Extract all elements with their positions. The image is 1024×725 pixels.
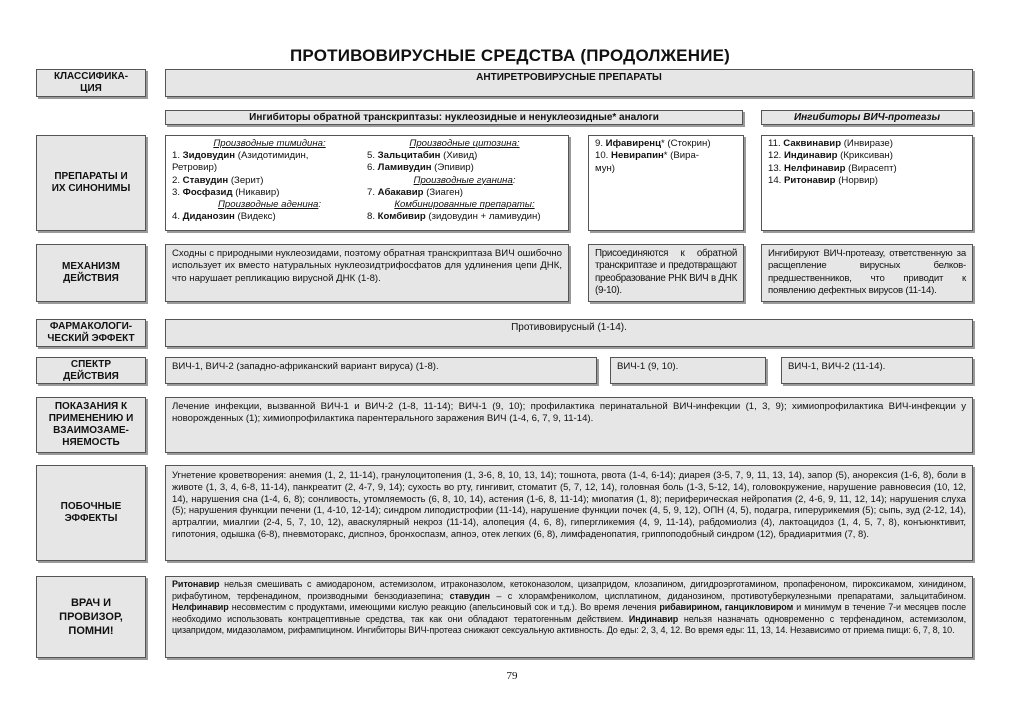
indications-text: Лечение инфекции, вызванной ВИЧ-1 и ВИЧ-2 (1-8, 11-14); ВИЧ-1 (9, 10); профилактика перинатальной ВИЧ-инфекции (1, 3, 9); химиопрофилактика ВИЧ-инфекции у новорожденных (1); химиопрофилактика парентерального заражения ВИЧ (1-4, 6, 7, 9, 11-14). [172,401,966,425]
spectrum-protease-box [781,357,973,384]
drug-efavirenz: 9. Ифавиренц* (Стокрин) [595,138,711,149]
side-effects-box [165,465,973,561]
spectrum-nrti-text: ВИЧ-1, ВИЧ-2 (западно-африканский вариант вируса) (1-8). [172,361,439,372]
pharm-effect-text: Противовирусный (1-14). [511,322,627,333]
side-effects-text: Угнетение кроветворения: анемия (1, 2, 11-14), гранулоцитопения (1, 3-6, 8, 10, 13, 14); тошнота, рвота (1-4, 6-14); диарея (3-5, 7, 9, 11, 13, 14), запор (5), анорексия (1-6, 8), боли в животе (1, 3, 4, 6-8, 11-14), панкреатит (2, 4-7, 9, 14); сухость во рту, гингивит, стоматит (5, 7, 12, 14), головная боль (1-3, 5-12, 14), головокружение, нарушение равновесия (10, 12, 14), нарушения сна (1-4, 6, 8); сонливость, утомляемость (6, 8, 10, 14), астения (1-6, 8, 11-14); миопатия (1, 8); периферическая нейропатия (2, 4-6, 9, 11, 12, 14); нарушения слуха (5); нарушения функции печени (1, 4-10, 12-14); синдром липодистрофии (11-14), нарушение функции почек (4, 5, 9, 12), ОПН (4, 5), подагра, гиперурикемия (5); сыпь, зуд (2-12, 14), артралгии, миалгии (2-4, 5, 7, 10, 12), аваскулярный некроз (11-14), алопеция (4, 6, 8), гипергликемия (4, 9, 11-14), рабдомиолиз (4), лактоацидоз (1, 4, 5, 7, 8), конъюнктивит, гипотония, одышка (6-8), пневмоторакс, диспноэ, бронхоспазм, апноэ, отек легких (6, 8), лимфаденопатия, гриппоподобный синдром (12), брадиаритмия (7, 8). [172,469,966,539]
header-combined: Комбинированные препараты: [394,199,535,211]
label-mechanism: МЕХАНИЗМ ДЕЙСТВИЯ [36,244,146,302]
mechanism-nnrti-text: Присоединяются к обратной транскриптазе и предотвращают преобразование РНК ВИЧ в ДНК (9-10). [595,248,737,296]
spectrum-nnrti-text: ВИЧ-1 (9, 10). [617,361,679,372]
label-indications: ПОКАЗАНИЯ К ПРИМЕНЕНИЮ И ВЗАИМОЗАМЕ- НЯЕМОСТЬ [36,397,146,453]
drug-nelfinavir: 13. Нелфинавир (Вирасепт) [768,162,897,174]
mechanism-protease-box [761,244,973,302]
doctor-reminder-box [165,576,973,658]
drug-indinavir: 12. Индинавир (Криксиван) [768,150,893,162]
spectrum-nrti-box [165,357,597,384]
drug-abacavir: 7. Абакавир (Зиаген) [367,186,463,198]
drug-phosphazide: 3. Фосфазид (Никавир) [172,186,280,198]
drug-zidovudine: 1. Зидовудин (Азидотимидин, [172,150,309,162]
subheader-protease-inhibitors: Ингибиторы ВИЧ-протеазы [761,110,973,125]
page-number: 79 [506,670,518,682]
drug-nevirapine: 10. Невирапин* (Вира- [595,150,699,162]
drug-didanosine: 4. Диданозин (Видекс) [172,211,276,223]
indications-box [165,397,973,453]
header-guanine: Производные гуанина: [413,174,516,186]
drugs-nrti-box [165,135,569,231]
doctor-reminder-text: Ритонавир нельзя смешивать с амиодароном, астемизолом, итраконазолом, кетоконазолом, цизапридом, клозапином, дигидроэрготамином, пропафеноном, пироксикамом, хинидином, рифабутином, терфенадином, производными бензодиазепина; ставудин – с хлорамфениколом, цисплатином, диданозином, противотуберкулезными препаратами, зальцитабином. Нелфинавир несовместим с продуктами, имеющими кислую реакцию (апельсиновый сок и т.д.). Во время лечения рибавирином, ганцикловиром и минимум в течение 7-и месяцев после необходимо использовать контрацептивные средства, так как они обладают тератогенным действием. Индинавир нельзя назначать одновременно с терфенадином, астемизолом, цизапридом, мидазоламом, рифампицином. Ингибиторы ВИЧ-протеаз снижают сексуальную активность. До еды: 2, 3, 4, 12. Во время еды: 11, 13, 14. Независимо от приема пищи: 6, 7, 8, 10. [172,579,966,636]
header-thymidine: Производные тимидина: [213,138,326,149]
classification-box [165,69,973,97]
mechanism-nrti-text: Сходны с природными нуклеозидами, поэтому обратная транскриптаза ВИЧ ошибочно использует их вместо натуральных нуклеозидтрифосфатов для удлинения цепи ДНК, что нарушает репликацию вирусной ДНК (1-8). [172,248,562,284]
pharm-effect-box [165,319,973,347]
classification-header: АНТИРЕТРОВИРУСНЫЕ ПРЕПАРАТЫ [476,72,662,83]
drug-saquinavir: 11. Саквинавир (Инвиразе) [768,138,893,149]
label-drugs: ПРЕПАРАТЫ И ИХ СИНОНИМЫ [36,135,146,231]
subheader-rt-inhibitors: Ингибиторы обратной транскриптазы: нуклеозидные и ненуклеозидные* аналоги [165,110,743,125]
drug-ritonavir: 14. Ритонавир (Норвир) [768,174,878,186]
spectrum-nnrti-box [610,357,766,384]
mechanism-nnrti-box [588,244,744,302]
drug-zalcitabine: 5. Зальцитабин (Хивид) [367,150,478,162]
drug-nevirapine-syn: мун) [595,162,615,174]
label-spectrum: СПЕКТР ДЕЙСТВИЯ [36,357,146,384]
mechanism-protease-text: Ингибируют ВИЧ-протеазу, ответственную за расщепление вирусных белков-предшественников, что приводит к появлению дефектных вирусов (11-14). [768,248,966,296]
drug-combivir: 8. Комбивир (зидовудин + ламивудин) [367,211,541,223]
label-side-effects: ПОБОЧНЫЕ ЭФФЕКТЫ [36,465,146,561]
label-pharm-effect: ФАРМАКОЛОГИ- ЧЕСКИЙ ЭФФЕКТ [36,319,146,347]
header-adenine: Производные аденина: [217,199,322,211]
drug-zidovudine-syn: Ретровир) [172,162,218,174]
page-title: ПРОТИВОВИРУСНЫЕ СРЕДСТВА (ПРОДОЛЖЕНИЕ) [289,46,731,65]
drugs-nnrti-box [588,135,744,231]
label-classification: КЛАССИФИКА- ЦИЯ [36,69,146,97]
drugs-protease-box [761,135,973,231]
drug-lamivudine: 6. Ламивудин (Эпивир) [367,162,474,174]
drug-stavudine: 2. Ставудин (Зерит) [172,174,264,186]
mechanism-nrti-box [165,244,569,302]
header-cytosine: Производные цитозина: [409,138,520,149]
label-doctor-reminder: ВРАЧ И ПРОВИЗОР, ПОМНИ! [36,576,146,658]
spectrum-protease-text: ВИЧ-1, ВИЧ-2 (11-14). [788,361,886,372]
